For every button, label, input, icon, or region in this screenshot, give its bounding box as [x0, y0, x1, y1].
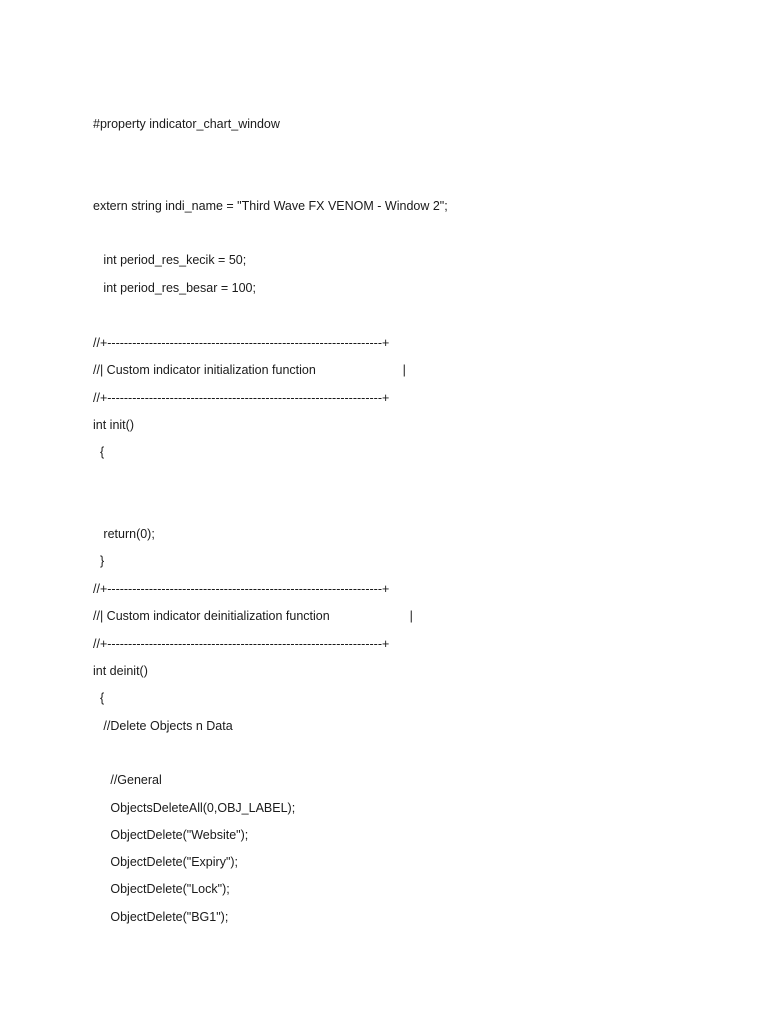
code-line-period-besar: int period_res_besar = 100; — [93, 281, 256, 295]
code-line-separator: //+------------------------------------------------------------------+ — [93, 637, 390, 651]
code-line-open-brace: { — [93, 445, 105, 459]
code-line-deinit-signature: int deinit() — [93, 664, 148, 678]
code-line-separator: //+------------------------------------------------------------------+ — [93, 336, 390, 350]
code-line-open-brace: { — [93, 691, 105, 705]
code-line-object-delete-lock: ObjectDelete("Lock"); — [93, 882, 230, 896]
code-line-comment-general: //General — [93, 773, 162, 787]
code-line-object-delete-expiry: ObjectDelete("Expiry"); — [93, 855, 239, 869]
code-line-comment-deinit: //| Custom indicator deinitialization function | — [93, 609, 413, 623]
code-line-extern-string: extern string indi_name = "Third Wave FX VENOM - Window 2"; — [93, 199, 448, 213]
code-line-period-kecik: int period_res_kecik = 50; — [93, 253, 247, 267]
code-line-comment-delete-objects: //Delete Objects n Data — [93, 719, 233, 733]
code-line-comment-init: //| Custom indicator initialization function | — [93, 363, 406, 377]
code-line-separator: //+------------------------------------------------------------------+ — [93, 391, 390, 405]
code-line-return: return(0); — [93, 527, 155, 541]
code-line-object-delete-website: ObjectDelete("Website"); — [93, 828, 249, 842]
code-line-init-signature: int init() — [93, 418, 134, 432]
code-line-objects-delete-all: ObjectsDeleteAll(0,OBJ_LABEL); — [93, 801, 296, 815]
code-line-object-delete-bg1: ObjectDelete("BG1"); — [93, 910, 229, 924]
code-line-separator: //+------------------------------------------------------------------+ — [93, 582, 390, 596]
code-line-property: #property indicator_chart_window — [93, 117, 280, 131]
code-line-close-brace: } — [93, 554, 105, 568]
